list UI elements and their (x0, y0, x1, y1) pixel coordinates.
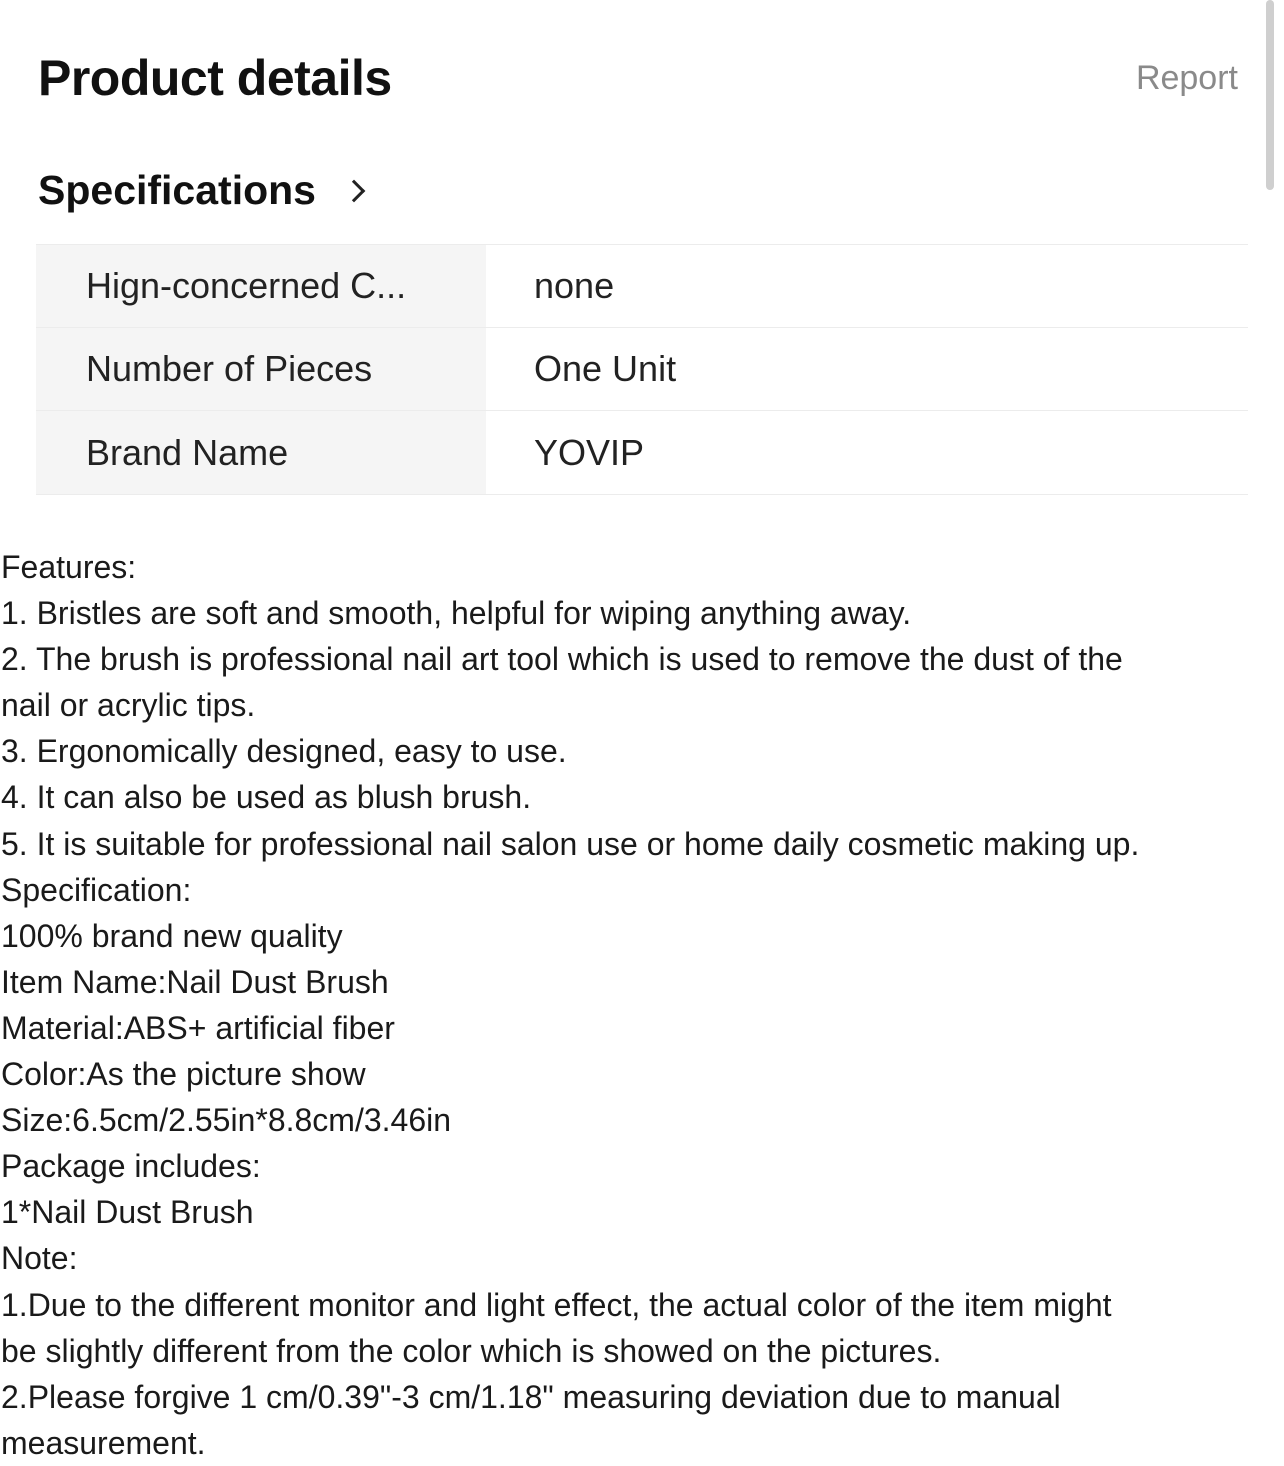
description-line: nail or acrylic tips. (1, 687, 256, 724)
description-line: Size:6.5cm/2.55in*8.8cm/3.46in (1, 1102, 452, 1139)
product-description (1, 544, 1281, 1466)
description-line: 5. It is suitable for professional nail salon use or home daily cosmetic making up. (1, 825, 1140, 862)
chevron-right-icon (343, 180, 366, 203)
description-line: 3. Ergonomically designed, easy to use. (1, 733, 567, 770)
specifications-table (36, 244, 1248, 495)
description-line: 2.Please forgive 1 cm/0.39"-3 cm/1.18" measuring deviation due to manual (1, 1378, 1061, 1415)
spec-row (36, 245, 1248, 328)
description-line: 4. It can also be used as blush brush. (1, 779, 532, 816)
scrollbar[interactable] (1266, 0, 1274, 190)
description-line: Item Name:Nail Dust Brush (1, 963, 389, 1000)
spec-row (36, 328, 1248, 411)
description-line: Features: (1, 549, 137, 585)
spec-key: Brand Name (36, 411, 486, 494)
description-line: Note: (1, 1240, 78, 1277)
description-line: Color:As the picture show (1, 1056, 366, 1093)
description-line: Specification: (1, 871, 192, 908)
description-line: 100% brand new quality (1, 917, 343, 954)
description-line: 2. The brush is professional nail art tool which is used to remove the dust of the (1, 641, 1123, 678)
description-line: Material:ABS+ artificial fiber (1, 1009, 395, 1046)
specifications-link[interactable] (38, 162, 362, 218)
spec-value: One Unit (534, 348, 677, 389)
spec-key: Hign-concerned C... (36, 245, 486, 327)
description-line: be slightly different from the color which is showed on the pictures. (1, 1332, 942, 1369)
spec-value: YOVIP (534, 431, 645, 473)
description-line: measurement. (1, 1424, 206, 1461)
spec-row (36, 411, 1248, 495)
description-line: 1. Bristles are soft and smooth, helpful for wiping anything away. (1, 595, 912, 632)
description-line: Package includes: (1, 1148, 261, 1185)
spec-value: none (534, 265, 615, 306)
specifications-heading: Specifications (38, 167, 316, 213)
description-line: 1.Due to the different monitor and light effect, the actual color of the item might (1, 1286, 1112, 1323)
page-header (38, 46, 1238, 110)
spec-key: Number of Pieces (36, 328, 486, 410)
description-line: 1*Nail Dust Brush (1, 1194, 254, 1231)
report-link[interactable]: Report (1135, 59, 1238, 97)
page-title: Product details (38, 50, 392, 106)
